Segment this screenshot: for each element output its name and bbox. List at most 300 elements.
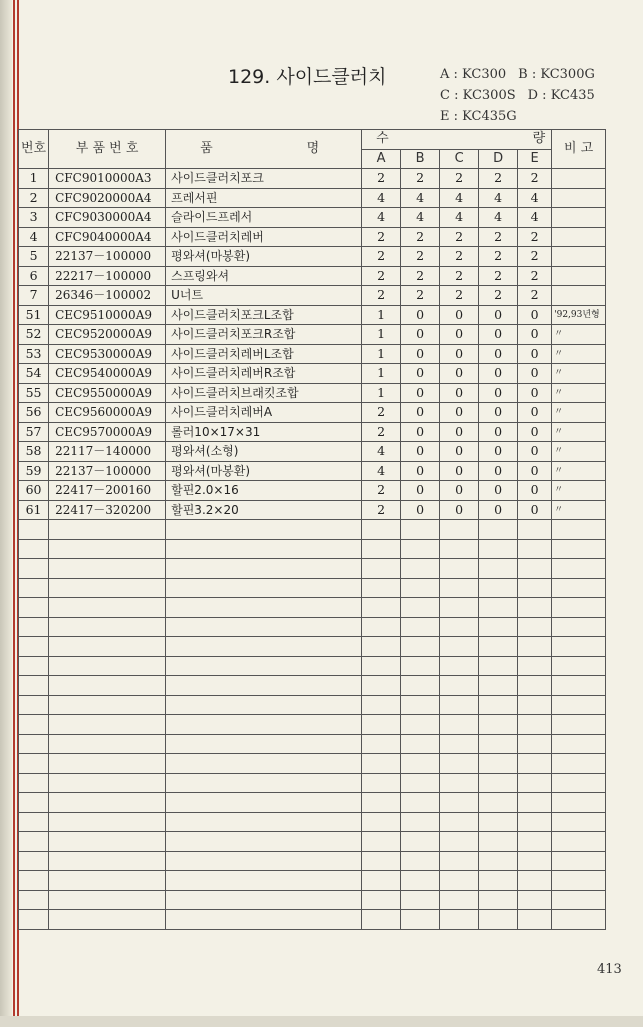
row-quantity: 4 (362, 188, 401, 208)
row-quantity (518, 637, 552, 657)
row-number (19, 851, 49, 871)
row-number (19, 617, 49, 637)
row-quantity (518, 812, 552, 832)
row-quantity: 0 (479, 305, 518, 325)
row-quantity: 2 (518, 227, 552, 247)
row-remarks (552, 169, 606, 189)
row-quantity: 2 (479, 266, 518, 286)
row-quantity: 0 (518, 325, 552, 345)
row-remarks (552, 227, 606, 247)
header-name-left: 품 (200, 141, 213, 156)
row-quantity: 0 (440, 325, 479, 345)
row-quantity (479, 812, 518, 832)
row-quantity (440, 578, 479, 598)
row-quantity (479, 676, 518, 696)
table-row (19, 188, 606, 208)
row-part-number (49, 734, 166, 754)
row-number (19, 812, 49, 832)
row-quantity: 0 (401, 481, 440, 501)
row-quantity (479, 754, 518, 774)
row-quantity (362, 598, 401, 618)
row-quantity (440, 676, 479, 696)
row-remarks (552, 695, 606, 715)
table-row (19, 910, 606, 930)
row-number (19, 734, 49, 754)
model-legend-row (440, 85, 595, 106)
row-quantity (518, 559, 552, 579)
header-name (166, 130, 362, 169)
row-quantity: 0 (440, 344, 479, 364)
table-row (19, 773, 606, 793)
margin-line (13, 0, 15, 1027)
row-quantity (518, 773, 552, 793)
row-part-number (49, 890, 166, 910)
row-quantity: 4 (518, 188, 552, 208)
row-quantity: 4 (362, 208, 401, 228)
row-quantity: 0 (440, 383, 479, 403)
row-quantity: 4 (362, 442, 401, 462)
row-part-number (49, 754, 166, 774)
row-quantity (362, 793, 401, 813)
row-part-name (166, 617, 362, 637)
row-number (19, 656, 49, 676)
row-quantity (440, 520, 479, 540)
row-quantity (401, 617, 440, 637)
header-model-col: E (518, 149, 552, 169)
header-model-col: B (401, 149, 440, 169)
row-quantity (440, 734, 479, 754)
table-row (19, 578, 606, 598)
row-number (19, 910, 49, 930)
table-row (19, 656, 606, 676)
row-quantity: 0 (518, 364, 552, 384)
table-row (19, 715, 606, 735)
table-row (19, 520, 606, 540)
row-quantity (362, 910, 401, 930)
row-part-name (166, 520, 362, 540)
row-part-number: CEC9560000A9 (49, 403, 166, 423)
row-number (19, 871, 49, 891)
row-part-number: CEC9570000A9 (49, 422, 166, 442)
row-quantity (362, 695, 401, 715)
row-quantity: 0 (440, 422, 479, 442)
row-quantity: 4 (401, 188, 440, 208)
model-label: C : KC300S (440, 88, 516, 103)
row-part-number (49, 812, 166, 832)
row-part-number (49, 559, 166, 579)
row-quantity (401, 559, 440, 579)
row-part-number: 26346－100002 (49, 286, 166, 306)
row-quantity: 2 (362, 169, 401, 189)
row-part-number: 22417－200160 (49, 481, 166, 501)
row-quantity: 0 (440, 403, 479, 423)
row-quantity (440, 890, 479, 910)
row-quantity (401, 793, 440, 813)
row-quantity (479, 637, 518, 657)
row-quantity: 2 (518, 247, 552, 267)
row-quantity (362, 539, 401, 559)
row-quantity: 0 (518, 422, 552, 442)
row-quantity: 2 (401, 266, 440, 286)
row-part-number: 22137－100000 (49, 247, 166, 267)
header-part-no: 부 품 번 호 (49, 130, 166, 169)
row-quantity: 1 (362, 325, 401, 345)
row-part-name: 사이드클러치포크L조합 (166, 305, 362, 325)
row-remarks: 〃 (552, 403, 606, 423)
row-quantity: 0 (479, 481, 518, 501)
row-quantity: 2 (518, 169, 552, 189)
row-number: 54 (19, 364, 49, 384)
table-row (19, 364, 606, 384)
row-quantity (401, 656, 440, 676)
row-part-name (166, 656, 362, 676)
row-part-number (49, 773, 166, 793)
row-part-name (166, 793, 362, 813)
page-number: 413 (597, 962, 622, 977)
row-part-name: 프레서핀 (166, 188, 362, 208)
row-quantity (401, 832, 440, 852)
row-part-name (166, 910, 362, 930)
row-part-number (49, 598, 166, 618)
row-part-name: 평와셔(소형) (166, 442, 362, 462)
row-remarks (552, 773, 606, 793)
row-quantity (518, 539, 552, 559)
row-quantity (440, 773, 479, 793)
row-quantity (401, 520, 440, 540)
row-quantity (440, 656, 479, 676)
row-part-name (166, 851, 362, 871)
header-name-right: 명 (306, 141, 320, 156)
row-quantity: 1 (362, 344, 401, 364)
row-remarks (552, 832, 606, 852)
row-part-number: 22417－320200 (49, 500, 166, 520)
row-quantity: 0 (401, 442, 440, 462)
row-quantity (401, 578, 440, 598)
row-number: 55 (19, 383, 49, 403)
row-part-number (49, 676, 166, 696)
row-quantity (518, 598, 552, 618)
row-part-number (49, 871, 166, 891)
row-part-number: CEC9520000A9 (49, 325, 166, 345)
row-remarks (552, 637, 606, 657)
row-quantity: 0 (479, 403, 518, 423)
row-number: 58 (19, 442, 49, 462)
row-remarks: 〃 (552, 500, 606, 520)
row-quantity: 0 (479, 500, 518, 520)
row-quantity: 2 (401, 169, 440, 189)
row-quantity: 2 (440, 169, 479, 189)
page-title: 129. 사이드클러치 (228, 66, 387, 88)
row-quantity: 4 (479, 188, 518, 208)
row-part-name (166, 715, 362, 735)
row-quantity (362, 676, 401, 696)
row-part-number: CFC9040000A4 (49, 227, 166, 247)
model-legend-row (440, 64, 595, 85)
row-part-name (166, 637, 362, 657)
row-quantity: 0 (479, 442, 518, 462)
row-number (19, 793, 49, 813)
row-quantity (518, 578, 552, 598)
row-part-name (166, 676, 362, 696)
row-number (19, 715, 49, 735)
row-quantity: 0 (518, 305, 552, 325)
model-label: B : KC300G (518, 67, 595, 82)
row-part-name: 사이드클러치브래킷조합 (166, 383, 362, 403)
row-quantity: 2 (518, 266, 552, 286)
row-quantity: 0 (479, 364, 518, 384)
row-quantity: 2 (440, 266, 479, 286)
row-quantity: 2 (362, 422, 401, 442)
row-quantity: 0 (401, 461, 440, 481)
row-quantity (401, 910, 440, 930)
row-quantity: 2 (401, 286, 440, 306)
row-part-name: 사이드클러치포크 (166, 169, 362, 189)
row-number: 4 (19, 227, 49, 247)
row-quantity (479, 890, 518, 910)
row-number (19, 637, 49, 657)
row-quantity: 2 (362, 403, 401, 423)
table-row (19, 208, 606, 228)
row-remarks (552, 598, 606, 618)
row-quantity (401, 871, 440, 891)
row-quantity (479, 851, 518, 871)
row-part-name: 롤러10×17×31 (166, 422, 362, 442)
row-quantity: 2 (401, 247, 440, 267)
row-quantity: 2 (440, 227, 479, 247)
row-number: 2 (19, 188, 49, 208)
row-part-number: CFC9010000A3 (49, 169, 166, 189)
row-quantity (440, 695, 479, 715)
row-remarks (552, 910, 606, 930)
row-quantity: 0 (440, 500, 479, 520)
row-number: 57 (19, 422, 49, 442)
row-number (19, 754, 49, 774)
row-quantity: 4 (479, 208, 518, 228)
row-part-number (49, 539, 166, 559)
row-part-name: 사이드클러치레버L조합 (166, 344, 362, 364)
row-remarks (552, 656, 606, 676)
header-model-col: D (479, 149, 518, 169)
row-number: 3 (19, 208, 49, 228)
parts-table (18, 129, 606, 930)
row-quantity (479, 793, 518, 813)
row-quantity (362, 773, 401, 793)
row-quantity (401, 695, 440, 715)
row-number: 1 (19, 169, 49, 189)
row-quantity: 0 (401, 500, 440, 520)
row-part-name: U너트 (166, 286, 362, 306)
table-row (19, 832, 606, 852)
row-quantity (479, 871, 518, 891)
row-quantity (440, 637, 479, 657)
row-quantity: 2 (362, 481, 401, 501)
row-quantity (518, 851, 552, 871)
row-part-name: 슬라이드프레서 (166, 208, 362, 228)
row-quantity (518, 520, 552, 540)
row-quantity: 0 (440, 461, 479, 481)
row-quantity (479, 578, 518, 598)
row-quantity (440, 832, 479, 852)
row-remarks: 〃 (552, 364, 606, 384)
row-quantity: 2 (479, 286, 518, 306)
row-quantity: 2 (479, 169, 518, 189)
row-quantity (518, 754, 552, 774)
row-remarks: 〃 (552, 325, 606, 345)
row-quantity: 2 (401, 227, 440, 247)
row-part-number (49, 910, 166, 930)
row-quantity: 2 (440, 286, 479, 306)
header-quantity (362, 130, 552, 150)
row-quantity (518, 734, 552, 754)
row-part-number: CEC9510000A9 (49, 305, 166, 325)
header-quantity-left: 수 (376, 131, 389, 147)
row-number: 60 (19, 481, 49, 501)
row-number (19, 676, 49, 696)
table-row (19, 637, 606, 657)
page-bottom-edge (0, 1016, 643, 1027)
row-quantity: 0 (401, 364, 440, 384)
row-quantity (440, 598, 479, 618)
row-part-number (49, 715, 166, 735)
row-number: 7 (19, 286, 49, 306)
row-quantity: 0 (518, 500, 552, 520)
row-quantity (362, 578, 401, 598)
row-quantity: 2 (362, 247, 401, 267)
row-quantity (401, 754, 440, 774)
row-number: 51 (19, 305, 49, 325)
row-remarks: 〃 (552, 442, 606, 462)
row-quantity: 0 (518, 344, 552, 364)
row-quantity (440, 617, 479, 637)
row-number: 6 (19, 266, 49, 286)
row-quantity: 0 (518, 403, 552, 423)
row-number (19, 890, 49, 910)
row-quantity: 4 (362, 461, 401, 481)
row-quantity (362, 851, 401, 871)
row-part-name (166, 598, 362, 618)
row-quantity (479, 520, 518, 540)
row-part-number: CFC9020000A4 (49, 188, 166, 208)
row-quantity (362, 734, 401, 754)
row-quantity (362, 637, 401, 657)
row-quantity (401, 676, 440, 696)
header-row (19, 130, 606, 150)
row-part-name: 사이드클러치레버R조합 (166, 364, 362, 384)
row-quantity: 0 (479, 325, 518, 345)
row-quantity: 2 (440, 247, 479, 267)
row-quantity (362, 890, 401, 910)
row-remarks (552, 754, 606, 774)
row-quantity (440, 851, 479, 871)
row-quantity: 4 (440, 208, 479, 228)
row-remarks (552, 715, 606, 735)
row-quantity (362, 812, 401, 832)
row-quantity: 0 (401, 383, 440, 403)
row-quantity (362, 656, 401, 676)
row-quantity: 2 (362, 266, 401, 286)
row-part-number (49, 656, 166, 676)
row-quantity: 2 (362, 227, 401, 247)
table-row (19, 461, 606, 481)
table-row (19, 812, 606, 832)
model-label: E : KC435G (440, 109, 517, 124)
row-quantity (479, 539, 518, 559)
row-quantity (518, 715, 552, 735)
row-quantity (518, 890, 552, 910)
table-row (19, 695, 606, 715)
row-part-name: 할핀2.0×16 (166, 481, 362, 501)
row-part-number (49, 793, 166, 813)
row-part-name (166, 754, 362, 774)
row-part-name (166, 773, 362, 793)
header-model-col: C (440, 149, 479, 169)
row-quantity: 1 (362, 364, 401, 384)
table-row (19, 890, 606, 910)
row-quantity: 0 (440, 481, 479, 501)
row-part-name (166, 578, 362, 598)
row-part-number: CEC9540000A9 (49, 364, 166, 384)
row-quantity (479, 715, 518, 735)
row-part-number (49, 851, 166, 871)
row-remarks (552, 812, 606, 832)
row-remarks: 〃 (552, 461, 606, 481)
row-quantity (479, 773, 518, 793)
table-row (19, 247, 606, 267)
row-remarks (552, 559, 606, 579)
table-row (19, 851, 606, 871)
row-quantity (440, 754, 479, 774)
row-quantity: 2 (518, 286, 552, 306)
row-quantity (362, 871, 401, 891)
row-quantity (362, 832, 401, 852)
row-part-number: CEC9530000A9 (49, 344, 166, 364)
row-quantity (362, 520, 401, 540)
row-quantity: 1 (362, 305, 401, 325)
row-remarks: 〃 (552, 422, 606, 442)
row-quantity: 2 (479, 227, 518, 247)
row-remarks (552, 188, 606, 208)
row-quantity: 2 (362, 500, 401, 520)
row-quantity (362, 617, 401, 637)
row-quantity (518, 910, 552, 930)
model-label: D : KC435 (527, 88, 595, 103)
row-remarks (552, 286, 606, 306)
row-quantity: 2 (362, 286, 401, 306)
row-number (19, 578, 49, 598)
row-quantity (440, 539, 479, 559)
row-quantity (518, 656, 552, 676)
table-row (19, 422, 606, 442)
row-number: 61 (19, 500, 49, 520)
row-number: 59 (19, 461, 49, 481)
row-part-number: CFC9030000A4 (49, 208, 166, 228)
row-quantity: 0 (479, 344, 518, 364)
row-quantity (401, 598, 440, 618)
row-quantity (479, 910, 518, 930)
row-remarks (552, 734, 606, 754)
row-number (19, 539, 49, 559)
row-quantity: 0 (518, 481, 552, 501)
row-part-name: 할핀3.2×20 (166, 500, 362, 520)
row-quantity (440, 559, 479, 579)
row-quantity: 2 (479, 247, 518, 267)
table-row (19, 793, 606, 813)
row-part-number (49, 578, 166, 598)
row-remarks (552, 871, 606, 891)
table-row (19, 676, 606, 696)
table-row (19, 169, 606, 189)
row-part-name: 평와셔(마봉환) (166, 247, 362, 267)
